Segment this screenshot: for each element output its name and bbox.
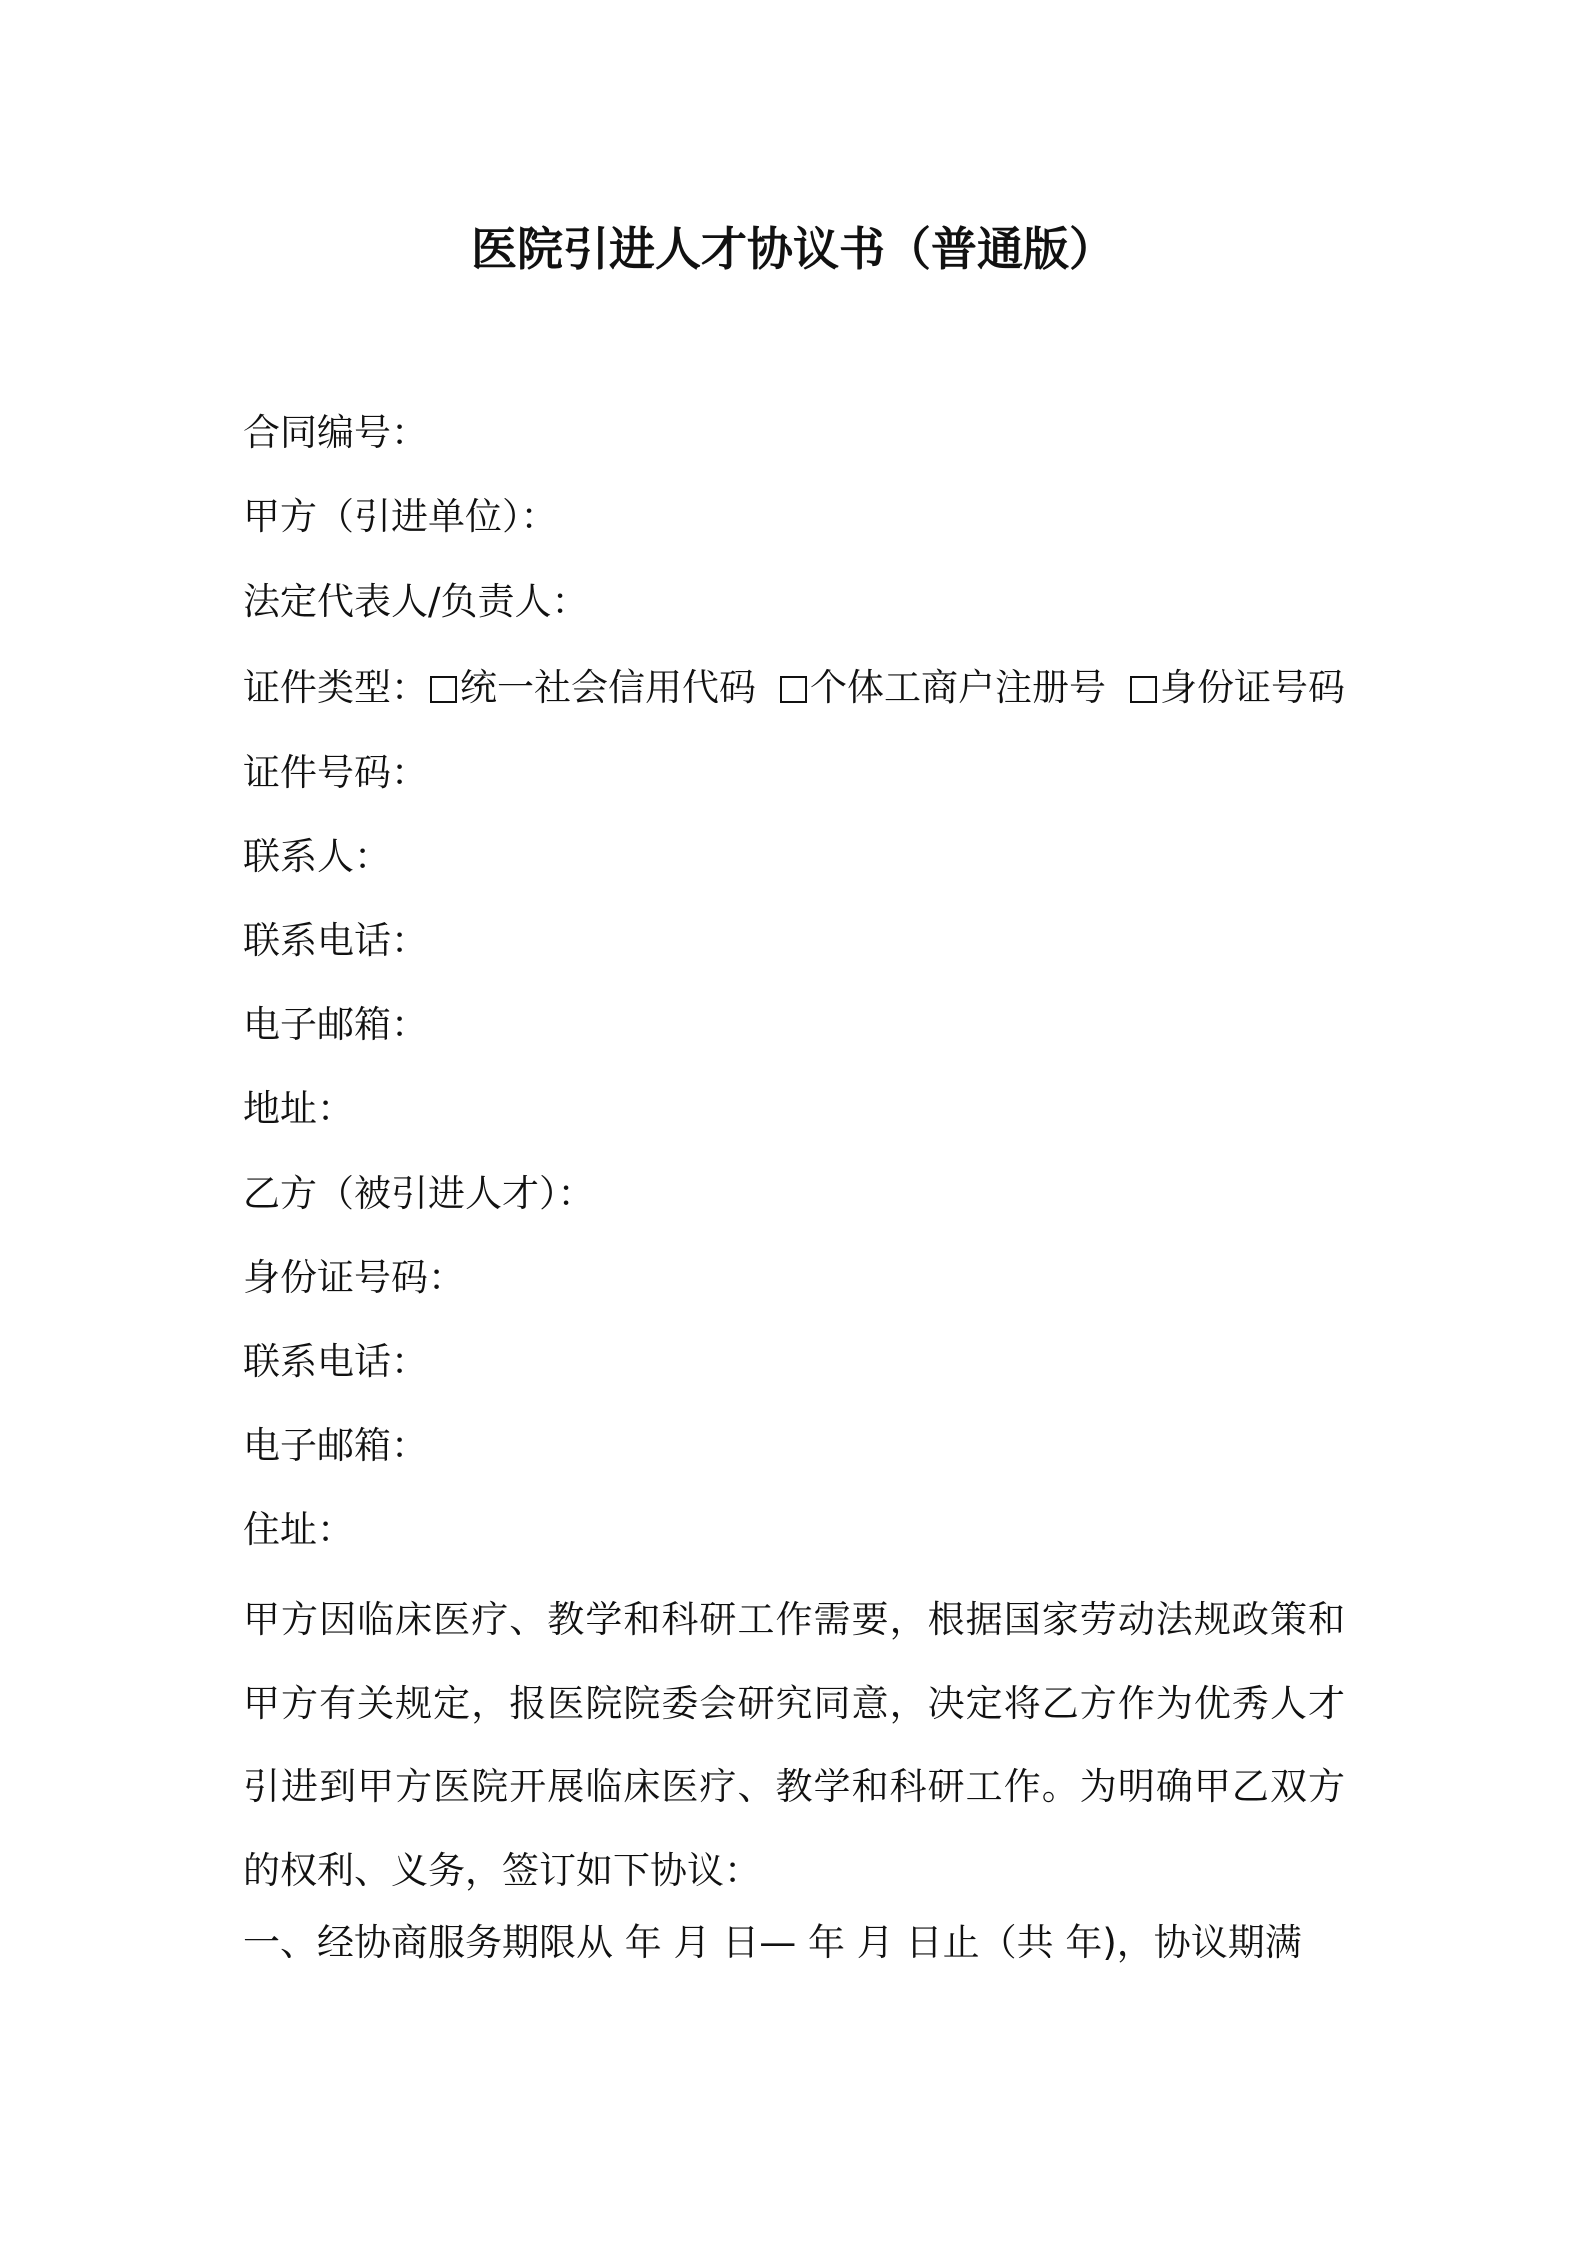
party-a-email-field: 电子邮箱： (243, 1003, 428, 1046)
checkbox-icon[interactable] (430, 676, 457, 703)
party-b-phone-field: 联系电话： (243, 1340, 428, 1383)
clause-one: 一、经协商服务期限从 年 月 日— 年 月 日止（共 年)，协议期满 (243, 1921, 1302, 1964)
intro-paragraph: 甲方因临床医疗、教学和科研工作需要，根据国家劳动法规政策和甲方有关规定，报医院院委会研究同意，决定将乙方作为优秀人才引进到甲方医院开展临床医疗、教学和科研工作。为明确甲乙双方的权利、义务，签订如下协议： (243, 1598, 1345, 1892)
contract-number-field: 合同编号： (243, 411, 428, 454)
cert-option-label: 统一社会信用代码 (460, 666, 756, 709)
cert-option-label: 个体工商户注册号 (810, 666, 1106, 709)
cert-option-label: 身份证号码 (1160, 666, 1345, 709)
party-b-id-field: 身份证号码： (243, 1256, 465, 1299)
party-a-name-field: 甲方（引进单位）： (243, 495, 558, 538)
certificate-number-field: 证件号码： (243, 751, 428, 794)
document-title: 医院引进人才协议书（普通版） (471, 222, 1115, 276)
party-a-phone-field: 联系电话： (243, 919, 428, 962)
party-b-address-field: 住址： (243, 1508, 354, 1551)
checkbox-icon[interactable] (780, 676, 807, 703)
certificate-type-label: 证件类型： (243, 666, 428, 709)
party-b-name-field: 乙方（被引进人才）： (243, 1172, 595, 1215)
party-a-contact-field: 联系人： (243, 835, 391, 878)
cert-option-credit-code[interactable] (428, 660, 756, 716)
party-b-email-field: 电子邮箱： (243, 1424, 428, 1467)
party-a-address-field: 地址： (243, 1087, 354, 1130)
certificate-type-row (243, 660, 1345, 716)
cert-option-id-card[interactable] (1128, 660, 1345, 716)
checkbox-icon[interactable] (1130, 676, 1157, 703)
cert-option-business-reg[interactable] (778, 660, 1106, 716)
legal-representative-field: 法定代表人/负责人： (243, 580, 589, 623)
